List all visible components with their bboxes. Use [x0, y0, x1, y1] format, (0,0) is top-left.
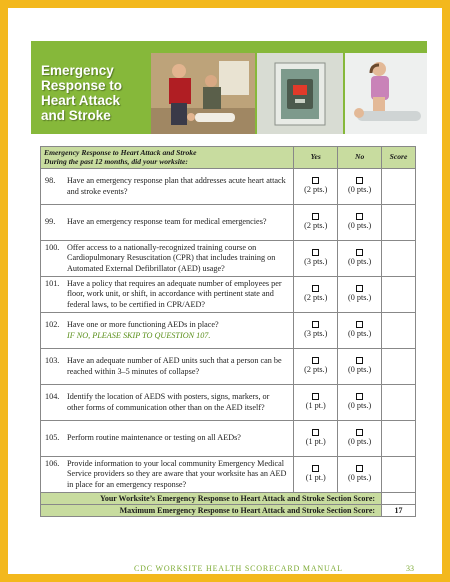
- no-option[interactable]: (0 pts.): [338, 241, 382, 277]
- table-header-row: [41, 147, 416, 169]
- question-text: Identify the location of AEDS with posters, signs, markers, or other forms of communication other than on the AED itself?: [67, 392, 270, 412]
- score-cell[interactable]: [382, 169, 416, 205]
- question-number: 102.: [45, 320, 60, 330]
- no-option[interactable]: (0 pts.): [338, 421, 382, 457]
- question-number: 103.: [45, 356, 60, 366]
- question-row-105: [41, 421, 416, 457]
- no-checkbox[interactable]: [356, 393, 363, 400]
- no-checkbox[interactable]: [356, 285, 363, 292]
- skip-instruction: IF NO, PLEASE SKIP TO QUESTION 107.: [67, 330, 211, 340]
- score-cell[interactable]: [382, 421, 416, 457]
- question-text: Have one or more functioning AEDs in place? IF NO, PLEASE SKIP TO QUESTION 107.: [67, 320, 219, 340]
- yes-option[interactable]: (2 pts.): [294, 277, 338, 313]
- question-text: Offer access to a nationally-recognized training course on Cardiopulmonary Resuscitation (CPR) that includes training on Automated External Defibrillator (AED) usage?: [67, 243, 276, 273]
- no-checkbox[interactable]: [356, 249, 363, 256]
- yes-option[interactable]: (2 pts.): [294, 169, 338, 205]
- yes-option[interactable]: (3 pts.): [294, 241, 338, 277]
- no-checkbox[interactable]: [356, 429, 363, 436]
- no-checkbox[interactable]: [356, 357, 363, 364]
- question-row-98: [41, 169, 416, 205]
- yes-checkbox[interactable]: [312, 213, 319, 220]
- score-cell[interactable]: [382, 205, 416, 241]
- question-row-102: [41, 313, 416, 349]
- table-header-score: Score: [382, 147, 416, 169]
- section-banner: [31, 41, 427, 134]
- max-score-row: [41, 505, 416, 517]
- question-text: Perform routine maintenance or testing on all AEDs?: [67, 433, 241, 443]
- banner-title: Emergency Response to Heart Attack and Stroke: [41, 63, 123, 123]
- question-row-104: [41, 385, 416, 421]
- table-header-question: Emergency Response to Heart Attack and Stroke During the past 12 months, did your worksite:: [41, 147, 294, 169]
- yes-checkbox[interactable]: [312, 429, 319, 436]
- no-option[interactable]: (0 pts.): [338, 313, 382, 349]
- no-option[interactable]: (0 pts.): [338, 349, 382, 385]
- score-cell[interactable]: [382, 313, 416, 349]
- score-cell[interactable]: [382, 457, 416, 493]
- question-row-99: [41, 205, 416, 241]
- manual-title: CDC WORKSITE HEALTH SCORECARD MANUAL: [134, 564, 343, 573]
- question-row-106: [41, 457, 416, 493]
- no-checkbox[interactable]: [356, 213, 363, 220]
- question-text: Provide information to your local community Emergency Medical Service providers so they are aware that your worksite has an AED in place for an emergency response?: [67, 459, 287, 489]
- table-header-yes: Yes: [294, 147, 338, 169]
- page-number: 33: [406, 564, 414, 573]
- no-checkbox[interactable]: [356, 321, 363, 328]
- yes-checkbox[interactable]: [312, 393, 319, 400]
- question-row-103: [41, 349, 416, 385]
- no-option[interactable]: (0 pts.): [338, 205, 382, 241]
- table-header-no: No: [338, 147, 382, 169]
- document-page: [8, 8, 442, 574]
- yes-option[interactable]: (1 pt.): [294, 421, 338, 457]
- yes-option[interactable]: (1 pt.): [294, 457, 338, 493]
- max-score-value: 17: [382, 505, 416, 517]
- question-text: Have an adequate number of AED units such that a person can be reached within 3–5 minutes of collapse?: [67, 356, 282, 376]
- no-option[interactable]: (0 pts.): [338, 169, 382, 205]
- yes-checkbox[interactable]: [312, 357, 319, 364]
- score-cell[interactable]: [382, 385, 416, 421]
- yes-option[interactable]: (1 pt.): [294, 385, 338, 421]
- yes-checkbox[interactable]: [312, 285, 319, 292]
- worksite-score-label: Your Worksite’s Emergency Response to Heart Attack and Stroke Section Score:: [41, 493, 382, 505]
- yes-option[interactable]: (2 pts.): [294, 349, 338, 385]
- question-text: Have an emergency response team for medical emergencies?: [67, 217, 267, 227]
- worksite-score-row: [41, 493, 416, 505]
- cpr-demonstration-photo: [345, 53, 427, 134]
- yes-option[interactable]: (2 pts.): [294, 205, 338, 241]
- question-number: 100.: [45, 243, 60, 253]
- yes-checkbox[interactable]: [312, 321, 319, 328]
- aed-cabinet-photo: [257, 53, 343, 134]
- yes-checkbox[interactable]: [312, 177, 319, 184]
- cpr-training-photo: [151, 53, 255, 134]
- worksite-score-value[interactable]: [382, 493, 416, 505]
- question-number: 99.: [45, 217, 56, 227]
- score-cell[interactable]: [382, 241, 416, 277]
- question-text: Have an emergency response plan that addresses acute heart attack and stroke events?: [67, 176, 286, 196]
- no-option[interactable]: (0 pts.): [338, 277, 382, 313]
- scorecard-table: [40, 146, 416, 517]
- no-checkbox[interactable]: [356, 177, 363, 184]
- no-checkbox[interactable]: [356, 465, 363, 472]
- no-option[interactable]: (0 pts.): [338, 385, 382, 421]
- question-number: 101.: [45, 279, 60, 289]
- question-number: 105.: [45, 433, 60, 443]
- no-option[interactable]: (0 pts.): [338, 457, 382, 493]
- score-cell[interactable]: [382, 349, 416, 385]
- yes-option[interactable]: (3 pts.): [294, 313, 338, 349]
- question-number: 98.: [45, 176, 56, 186]
- question-number: 104.: [45, 392, 60, 402]
- question-row-100: [41, 241, 416, 277]
- yes-checkbox[interactable]: [312, 465, 319, 472]
- score-cell[interactable]: [382, 277, 416, 313]
- yes-checkbox[interactable]: [312, 249, 319, 256]
- question-text: Have a policy that requires an adequate number of employees per floor, work unit, or shift, in accordance with pertinent state and federal laws, to be certified in CPR/AED?: [67, 279, 282, 309]
- question-row-101: [41, 277, 416, 313]
- max-score-label: Maximum Emergency Response to Heart Attack and Stroke Section Score:: [41, 505, 382, 517]
- question-number: 106.: [45, 459, 60, 469]
